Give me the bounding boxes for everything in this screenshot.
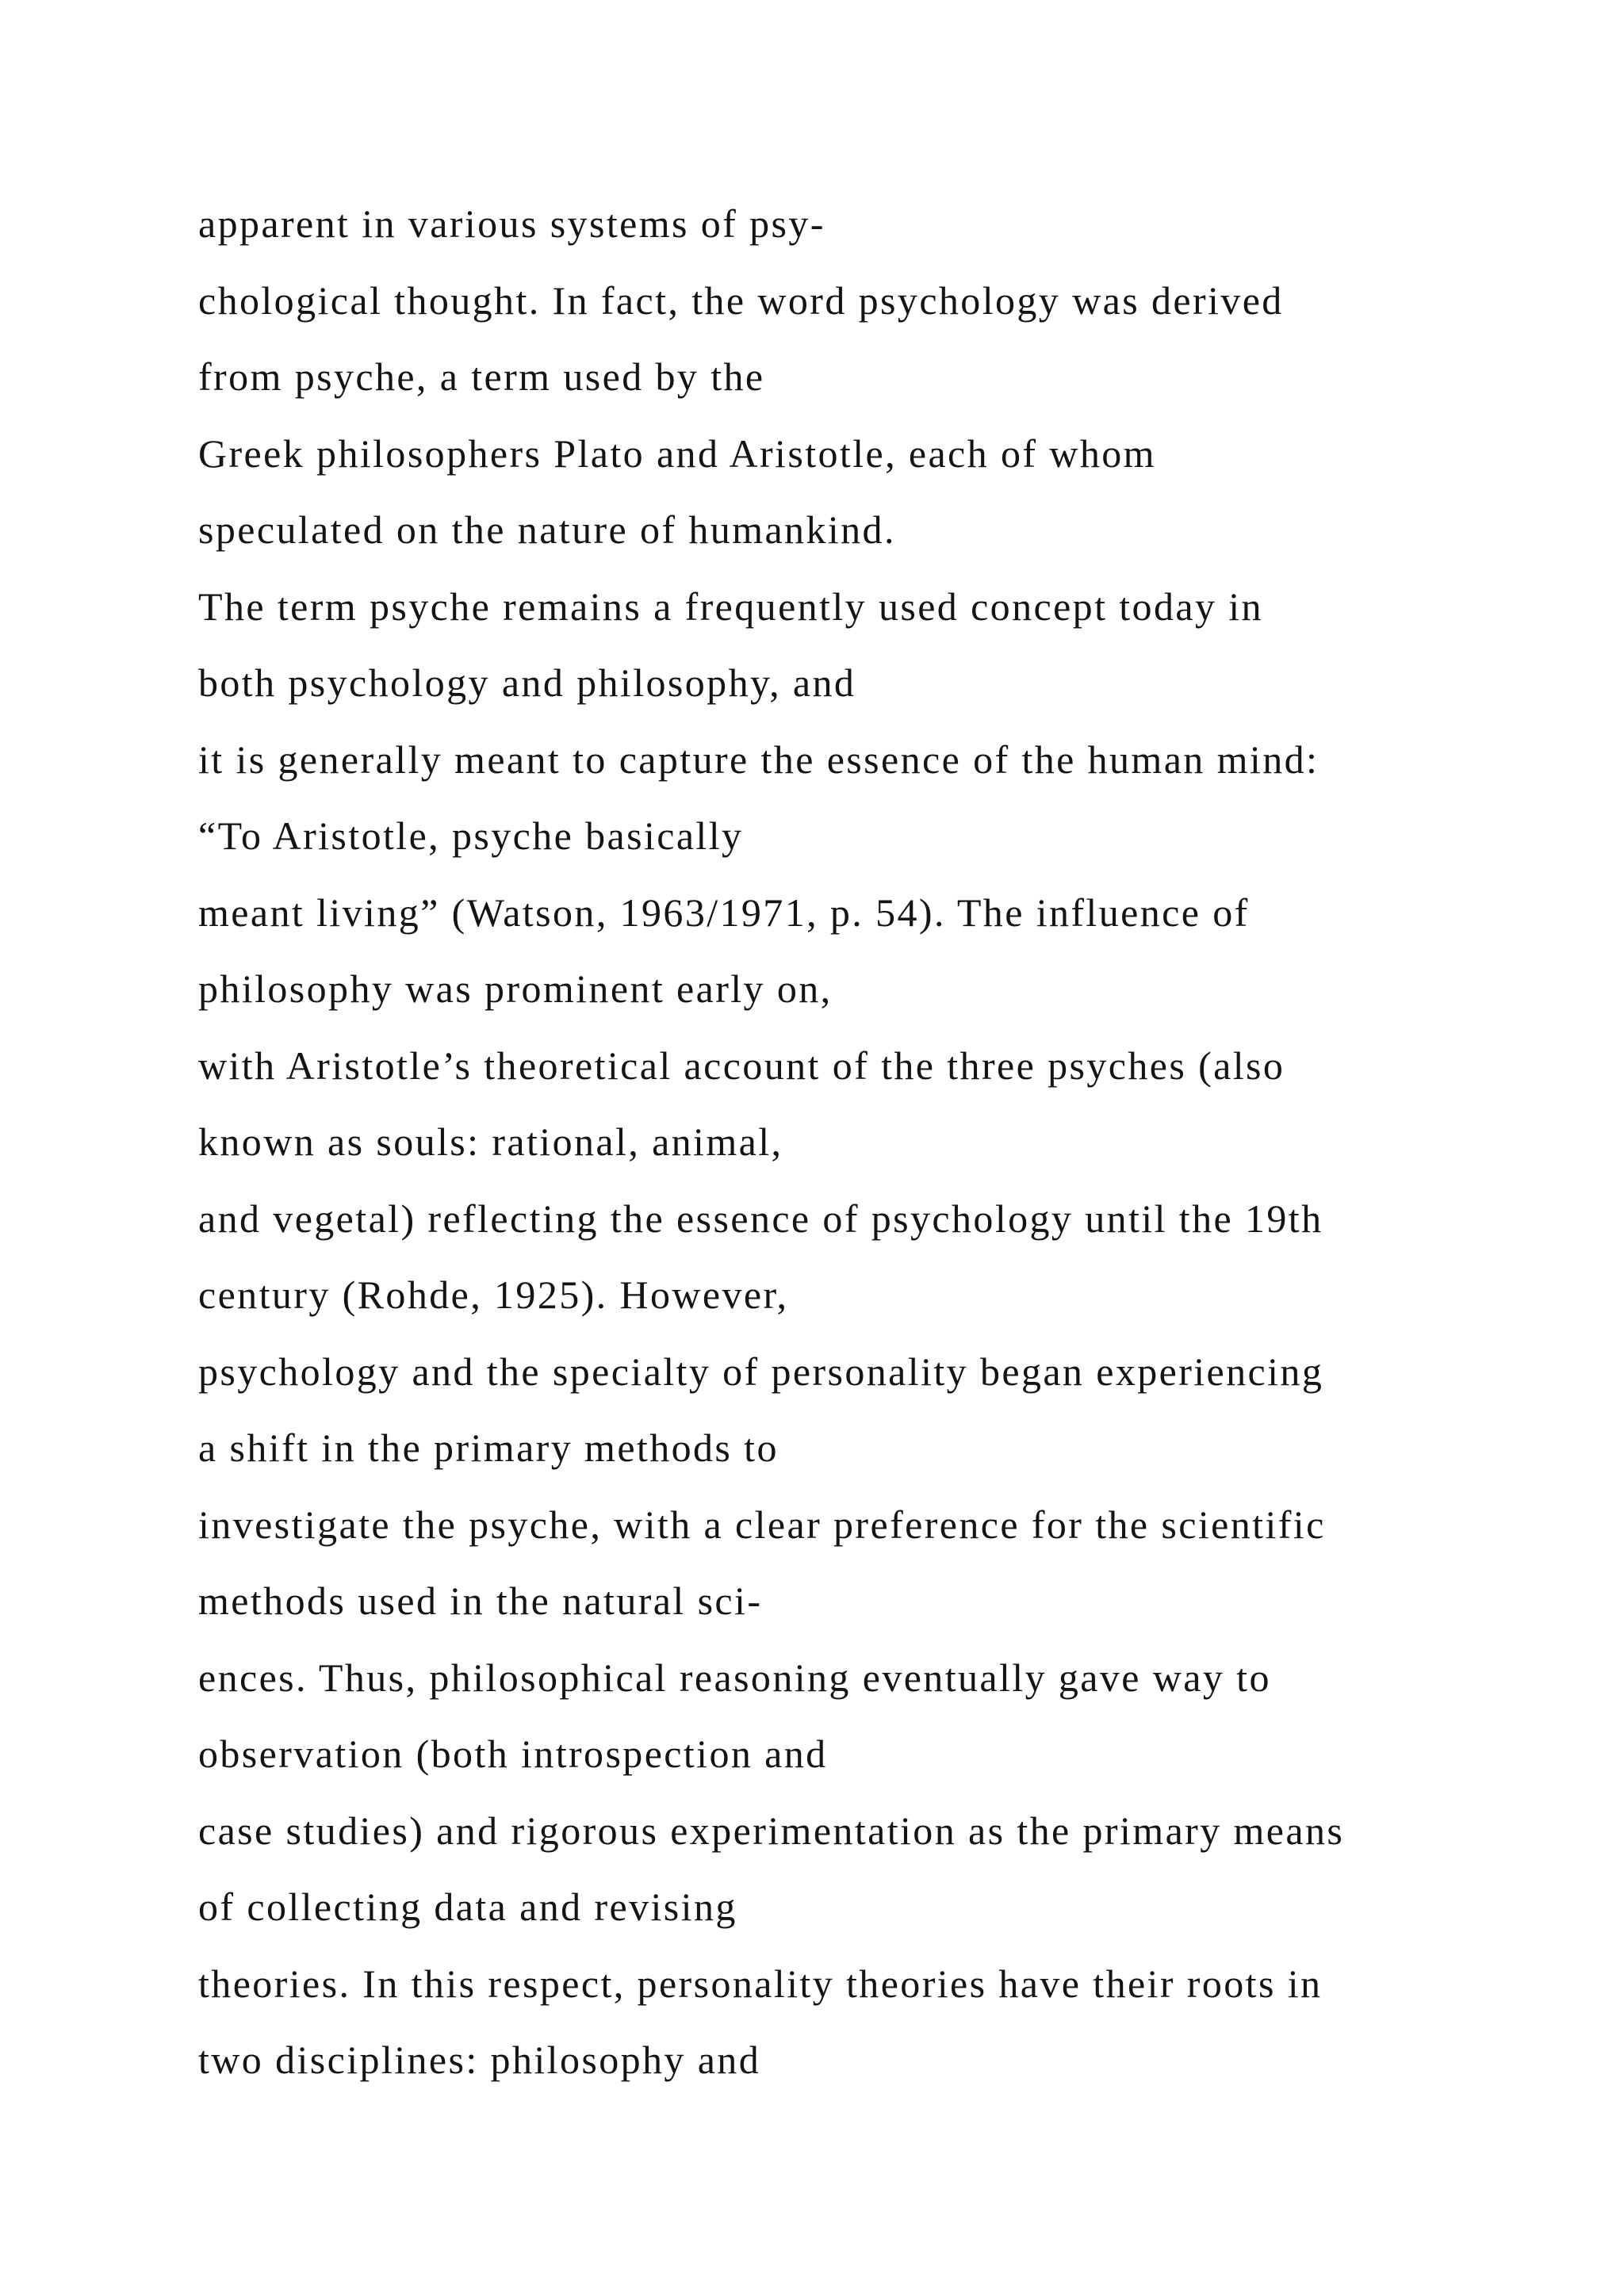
text-line: The term psyche remains a frequently used concept today in — [198, 584, 1263, 629]
body-text — [198, 195, 1594, 2108]
text-line: “To Aristotle, psyche basically — [198, 813, 744, 858]
text-line: and vegetal) reflecting the essence of psychology until the 19th — [198, 1196, 1323, 1241]
text-line: it is generally meant to capture the essence of the human mind: — [198, 737, 1320, 782]
text-line: Greek philosophers Plato and Aristotle, each of whom — [198, 430, 1156, 476]
text-line: with Aristotle’s theoretical account of the three psyches (also — [198, 1043, 1285, 1088]
text-line: philosophy was prominent early on, — [198, 966, 833, 1011]
text-line: speculated on the nature of humankind. — [198, 507, 896, 552]
text-line: observation (both introspection and — [198, 1732, 828, 1776]
text-line: theories. In this respect, personality theories have their roots in — [198, 1961, 1323, 2006]
text-line: of collecting data and revising — [198, 1885, 737, 1929]
text-line: chological thought. In fact, the word psychology was derived — [198, 277, 1284, 323]
text-line: a shift in the primary methods to — [198, 1425, 779, 1470]
text-line: apparent in various systems of psy- — [198, 201, 825, 246]
text-line: investigate the psyche, with a clear preference for the scientific — [198, 1502, 1326, 1547]
text-line: ences. Thus, philosophical reasoning eventually gave way to — [198, 1655, 1271, 1700]
text-line: meant living” (Watson, 1963/1971, p. 54). The influence of — [198, 890, 1250, 935]
text-line: two disciplines: philosophy and — [198, 2038, 761, 2082]
text-line: psychology and the specialty of personality began experiencing — [198, 1349, 1324, 1394]
text-line: known as souls: rational, animal, — [198, 1119, 783, 1164]
text-line: case studies) and rigorous experimentation as the primary means — [198, 1808, 1345, 1853]
text-line: century (Rohde, 1925). However, — [198, 1272, 789, 1317]
text-line: both psychology and philosophy, and — [198, 660, 856, 705]
text-line: from psyche, a term used by the — [198, 354, 765, 399]
text-line: methods used in the natural sci- — [198, 1578, 763, 1623]
